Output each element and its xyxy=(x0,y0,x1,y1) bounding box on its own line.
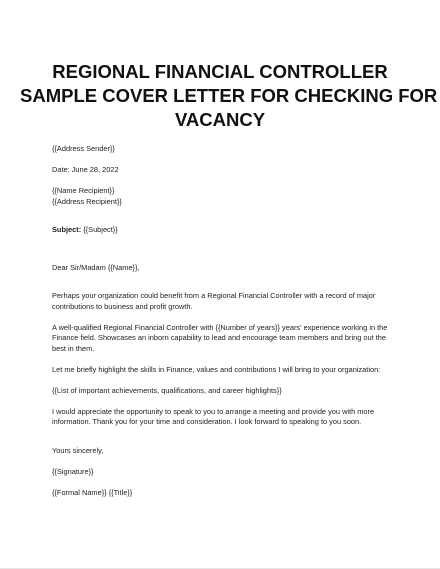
subject-line xyxy=(52,225,397,236)
subject-value: {{Subject}} xyxy=(81,225,118,234)
title-line-3: VACANCY xyxy=(174,109,266,130)
paragraph-intro: Perhaps your organization could benefit from a Regional Financial Controller with a record of major contributions to business and profit growth. xyxy=(52,291,376,311)
title-line-2: SAMPLE COVER LETTER FOR CHECKING FOR xyxy=(20,85,438,106)
subject-label: Subject: xyxy=(52,225,82,234)
closing-phrase: Yours sincerely, xyxy=(52,445,104,455)
document-title xyxy=(20,60,438,132)
paragraph-closing: I would appreciate the opportunity to speak to you to arrange a meeting and provide you with more information. Thank you for your time and consideration. I look forward to speaking to you soon. xyxy=(52,406,375,426)
paragraph-achievements: {{List of important achievements, qualifications, and career highlights}} xyxy=(52,385,282,395)
letter-body xyxy=(52,144,397,498)
salutation: Dear Sir/Madam {{Name}}, xyxy=(52,262,140,272)
paragraph-highlight: Let me briefly highlight the skills in Finance, values and contributions I will bring to your organization: xyxy=(52,364,381,374)
title-line-1: REGIONAL FINANCIAL CONTROLLER xyxy=(52,61,388,82)
paragraph-qualifications: A well-qualified Regional Financial Controller with {{Number of years}} years' experience working in the Finance field. Showcases an inborn capability to lead and encourage team members and bring out the best in them. xyxy=(52,322,388,353)
name-recipient: {{Name Recipient}} xyxy=(52,186,115,195)
address-sender: {{Address Sender}} xyxy=(52,144,115,153)
letter-date: Date: June 28, 2022 xyxy=(52,165,119,174)
address-recipient: {{Address Recipient}} xyxy=(52,196,122,206)
signature: {{Signature}} xyxy=(52,466,94,476)
formal-name: {{Formal Name}} {{Title}} xyxy=(52,487,133,497)
